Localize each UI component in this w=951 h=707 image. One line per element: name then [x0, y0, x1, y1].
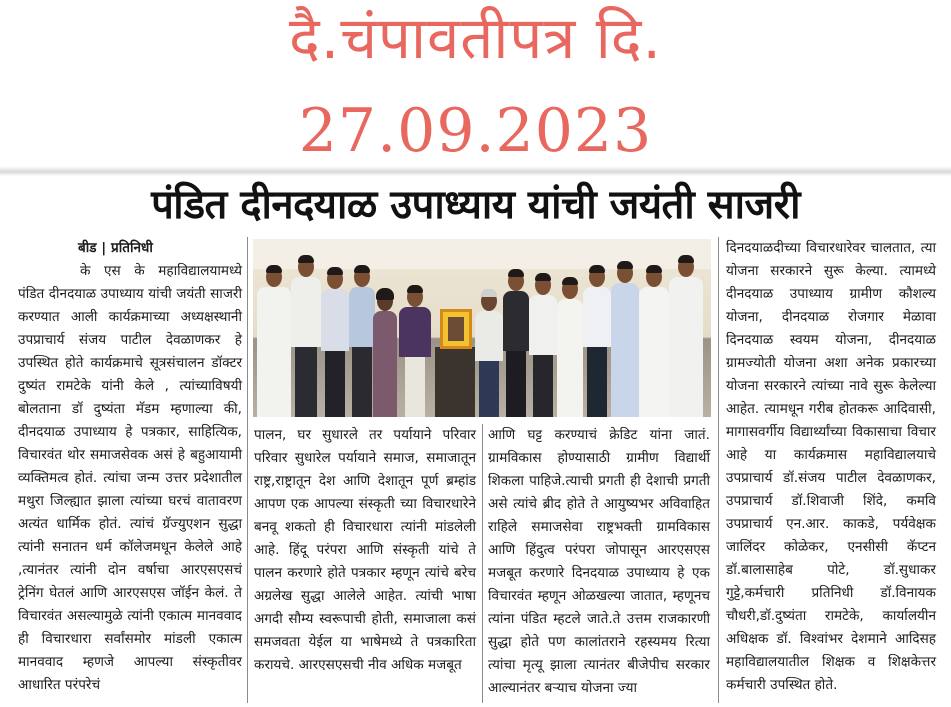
article-column-3 — [488, 424, 710, 700]
article-column-1 — [18, 237, 242, 697]
article-column-4 — [726, 237, 936, 697]
article-headline: पंडित दीनदयाळ उपाध्याय यांची जयंती साजरी — [151, 182, 800, 228]
photo-stand — [435, 347, 475, 417]
column-1-text: के एस के महाविद्यालयामध्ये पंडित दीनदयाळ उपाध्याय यांची जयंती साजरी करण्यात आली कार्यक्रमाच्या अध्यक्षस्थानी उपप्राचार्य संजय पाटील देवळाणकर हे उपस्थित होते कार्यक्रमाचे सूत्रसंचालन डॉक्टर दुष्यंत रामटेके यांनी केले , त्यांच्याविषयी बोलताना डॉ दुष्यंता मॅडम म्हणाल्या की, दीनदयाळ उपाध्याय हे पत्रकार, साहित्यिक, विचारवंत थोर समाजसेवक असं हे बहुआयामी व्यक्तिमत्व होतं. त्यांचा जन्म उत्तर प्रदेशातील मथुरा जिल्ह्यात झाला त्यांच्या घरचं वातावरण अत्यंत धार्मिक होतं. त्यांचं ग्रॅज्युएशन सुद्धा त्यांनी सनातन धर्म कॉलेजमधून केलेले आहे ,त्यानंतर त्यांनी दोन वर्षाचा आरएसएसचं ट्रेनिंग घेतलं आणि आरएसएस जॉईन केलं. ते विचारवंत असल्यामुळे त्यांनी एकात्म मानववाद ही विचारधारा सर्वांसमोर मांडली एकात्म मानववाद म्हणजे आपल्या संस्कृतीवर आधारित परंपरेचं — [18, 263, 242, 693]
article-column-2 — [254, 424, 476, 677]
column-2-text: पालन, घर सुधारले तर पर्यायाने परिवार परिवार सुधारेल पर्यायाने समाज, समाजातून राष्ट्र,राष्ट्रातून देश आणि देशातून पूर्ण ब्रम्हांड आपण एक आपल्या संस्कृती च्या विचारधारेने बनवू शकतो ही विचारधारा त्यांनी मांडलेली आहे. हिंदू परंपरा आणि संस्कृती यांचे ते पालन करणारे होते पत्रकार म्हणून त्यांचे बरेच अग्रलेख सुद्धा आलेले आहेत. त्यांची भाषा अगदी सौम्य स्वरूपाची होती, समाजाला कसं समजवता येईल या भाषेमध्ये ते पत्रकारिता करायचे. आरएसएसची नीव अधिक मजबूत — [254, 427, 476, 673]
column-rule-2 — [482, 424, 483, 703]
publication-date: 27.09.2023 — [298, 96, 653, 166]
column-4-text: दिनदयाळदीच्या विचारधारेवर चालतात, त्या योजना सरकारने सुरू केल्या. त्यामध्ये दीनदयाळ उपाध्याय ग्रामीण कौशल्य योजना, दीनदयाळ रोजगार मेळावा दिनदयाळ स्वयम योजना, दीनदयाळ ग्रामज्योती योजना अशा अनेक प्रकारच्या योजना सरकारने त्यांच्या नावे सुरू केलेल्या आहेत. त्यामधून गरीब होतकरू आदिवासी, मागासवर्गीय विद्यार्थ्यांच्या विकासाचा विचार आहे या कार्यक्रमास महाविद्यालयाचे उपप्राचार्य डॉ.संजय पाटील देवळाणकर, उपप्राचार्य डॉ.शिवाजी शिंदे, कमवि उपप्राचार्य एन.आर. काकडे, पर्यवेक्षक जालिंदर कोळेकर, एनसीसी कॅप्टन डॉ.बालासाहेब पोटे, डॉ.सुधाकर गुट्टे,कर्मचारी प्रतिनिधी डॉ.विनायक चौधरी,डॉ.दुष्यंता रामटेके, कार्यालयीन अधिक्षक डॉ. विश्वांभर देशमाने आदिसह महाविद्यालयातील शिक्षक व शिक्षकेत्तर कर्मचारी उपस्थित होते. — [726, 240, 936, 693]
dateline: बीड | प्रतिनिधी — [78, 240, 153, 256]
event-photo — [253, 239, 711, 417]
column-rule-3 — [718, 237, 719, 703]
photo-wall — [253, 239, 711, 269]
column-rule-1 — [247, 237, 248, 703]
publication-name: दै.चंपावतीपत्र दि. — [288, 4, 662, 72]
column-3-text: आणि घट्ट करण्याचं क्रेडिट यांना जातं. ग्रामविकास होण्यासाठी ग्रामीण विद्यार्थी शिकला पाहिजे.त्याची प्रगती ही देशाची प्रगती असे त्यांचे ब्रीद होते ते आयुष्यभर अविवाहित राहिले समाजसेवा राष्ट्रभक्ती ग्रामविकास आणि हिंदुत्व परंपरा जोपासून आरएसएस मजबूत करणारे दिनदयाळ उपाध्याय हे एक विचारवंत म्हणून ओळखल्या जातात, म्हणूनच त्यांना पंडित म्हटले जाते.ते उत्तम राजकारणी सुद्धा होते पण कालांतराने रहस्यमय रित्या त्यांचा मृत्यू झाला त्यानंतर बीजेपीच सरकार आल्यानंतर बऱ्याच योजना ज्या — [488, 427, 710, 696]
portrait-frame-icon — [440, 309, 472, 349]
